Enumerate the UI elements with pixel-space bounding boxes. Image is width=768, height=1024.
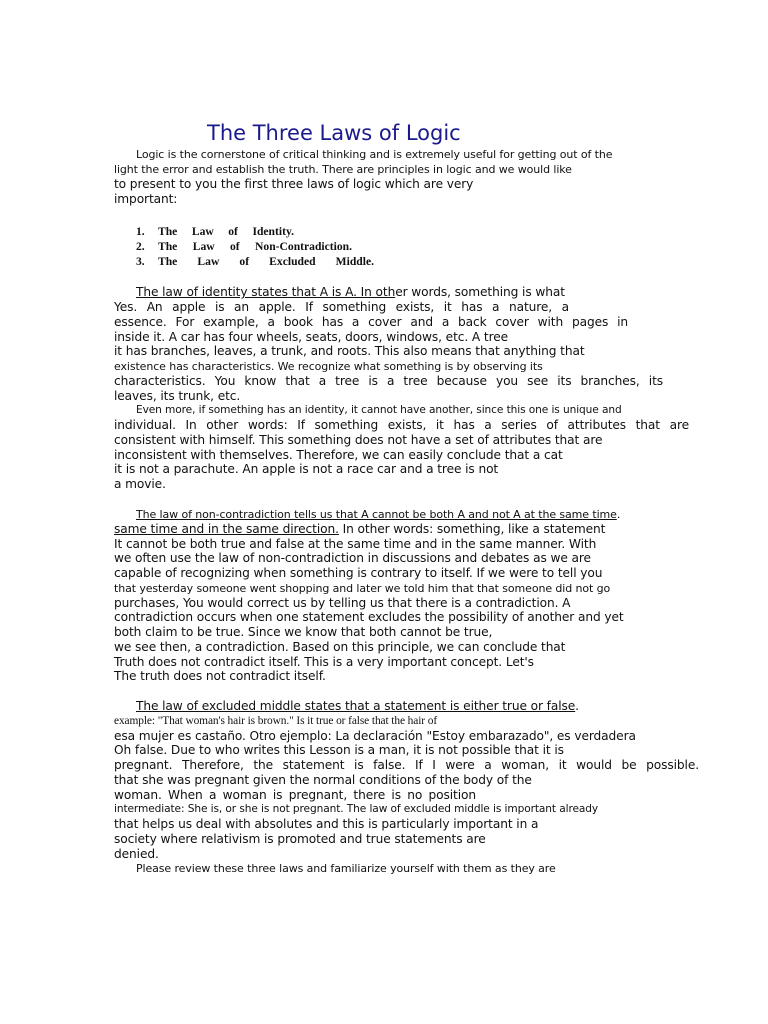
excluded-line: that she was pregnant given the normal conditions of the body of the	[114, 773, 532, 787]
noncontradiction-line: purchases, You would correct us by telling us that there is a contradiction. A	[114, 596, 571, 610]
noncontradiction-statement: The law of non-contradiction tells us that A cannot be both A and not A at the same time	[136, 508, 617, 521]
identity-line: existence has characteristics. We recognize what something is by observing its	[114, 360, 543, 373]
laws-list	[136, 224, 374, 269]
excluded-line: woman. When a woman is pregnant, there is no position	[114, 788, 476, 802]
identity-line: essence. For example, a book has a cover and a back cover with pages in	[114, 315, 628, 329]
identity-statement: The law of identity states that A is A. In oth	[136, 285, 396, 299]
noncontradiction-line: Truth does not contradict itself. This is a very important concept. Let's	[114, 655, 534, 669]
identity-line: Yes. An apple is an apple. If something exists, it has a nature, a	[114, 300, 569, 314]
noncontradiction-heading	[136, 507, 620, 522]
law-name: The Law of Excluded Middle.	[158, 255, 374, 268]
excluded-line: denied.	[114, 847, 159, 861]
law-name: The Law of Non-Contradiction.	[158, 240, 352, 253]
excluded-line: society where relativism is promoted and true statements are	[114, 832, 486, 846]
law-list-item	[136, 224, 374, 239]
identity-heading	[136, 285, 565, 300]
identity-line: inconsistent with themselves. Therefore, we can easily conclude that a cat	[114, 448, 563, 462]
identity-line: consistent with himself. This something does not have a set of attributes that are	[114, 433, 603, 447]
identity-line: individual. In other words: If something exists, it has a series of attributes that are	[114, 418, 689, 432]
noncontradiction-line: that yesterday someone went shopping and later we told him that that someone did not go	[114, 582, 611, 595]
noncontradiction-line: both claim to be true. Since we know that both cannot be true,	[114, 625, 493, 639]
noncontradiction-line	[114, 522, 605, 537]
intro-line: important:	[114, 192, 178, 206]
noncontradiction-line: contradiction occurs when one statement excludes the possibility of another and yet	[114, 610, 624, 624]
intro-line: Logic is the cornerstone of critical thinking and is extremely useful for getting out of the	[136, 148, 613, 161]
page-title: The Three Laws of Logic	[207, 121, 461, 145]
identity-line: Even more, if something has an identity, it cannot have another, since this one is unique and	[136, 404, 622, 416]
noncontradiction-statement-cont: same time and in the same direction.	[114, 522, 339, 536]
identity-line: it is not a parachute. An apple is not a race car and a tree is not	[114, 462, 499, 476]
intro-line: light the error and establish the truth. There are principles in logic and we would like	[114, 163, 572, 176]
noncontradiction-line: The truth does not contradict itself.	[114, 669, 326, 683]
noncontradiction-line: we often use the law of non-contradiction in discussions and debates as we are	[114, 551, 591, 565]
identity-line: it has branches, leaves, a trunk, and roots. This also means that anything that	[114, 344, 585, 358]
identity-line: leaves, its trunk, etc.	[114, 389, 241, 403]
noncontradiction-line: we see then, a contradiction. Based on this principle, we can conclude that	[114, 640, 566, 654]
intro-line: to present to you the first three laws of logic which are very	[114, 177, 474, 191]
excluded-line: example: "That woman's hair is brown." Is it true or false that the hair of	[114, 715, 438, 727]
excluded-line: pregnant. Therefore, the statement is false. If I were a woman, it would be possible.	[114, 758, 699, 772]
noncontradiction-line: It cannot be both true and false at the same time and in the same manner. With	[114, 537, 597, 551]
excluded-heading	[136, 699, 579, 714]
law-number: 1.	[136, 225, 145, 238]
excluded-line: esa mujer es castaño. Otro ejemplo: La declaración "Estoy embarazado", es verdadera	[114, 729, 636, 743]
noncontradiction-line: capable of recognizing when something is contrary to itself. If we were to tell you	[114, 566, 603, 580]
excluded-line: Please review these three laws and familiarize yourself with them as they are	[136, 862, 556, 875]
excluded-line: intermediate: She is, or she is not pregnant. The law of excluded middle is important already	[114, 803, 599, 815]
noncontradiction-lead-rest: .	[616, 508, 621, 521]
identity-lead-rest: er words, something is what	[395, 285, 565, 299]
law-number: 2.	[136, 240, 145, 253]
excluded-line: Oh false. Due to who writes this Lesson is a man, it is not possible that it is	[114, 743, 564, 757]
law-number: 3.	[136, 255, 145, 268]
excluded-lead-rest: .	[575, 699, 579, 713]
noncontradiction-second-rest: In other words: something, like a statement	[338, 522, 606, 536]
identity-line: characteristics. You know that a tree is a tree because you see its branches, its	[114, 374, 663, 388]
identity-line: inside it. A car has four wheels, seats, doors, windows, etc. A tree	[114, 330, 509, 344]
law-list-item	[136, 239, 374, 254]
law-name: The Law of Identity.	[158, 225, 294, 238]
identity-line: a movie.	[114, 477, 166, 491]
excluded-statement: The law of excluded middle states that a statement is either true or false	[136, 699, 576, 713]
law-list-item	[136, 254, 374, 269]
excluded-line: that helps us deal with absolutes and this is particularly important in a	[114, 817, 539, 831]
